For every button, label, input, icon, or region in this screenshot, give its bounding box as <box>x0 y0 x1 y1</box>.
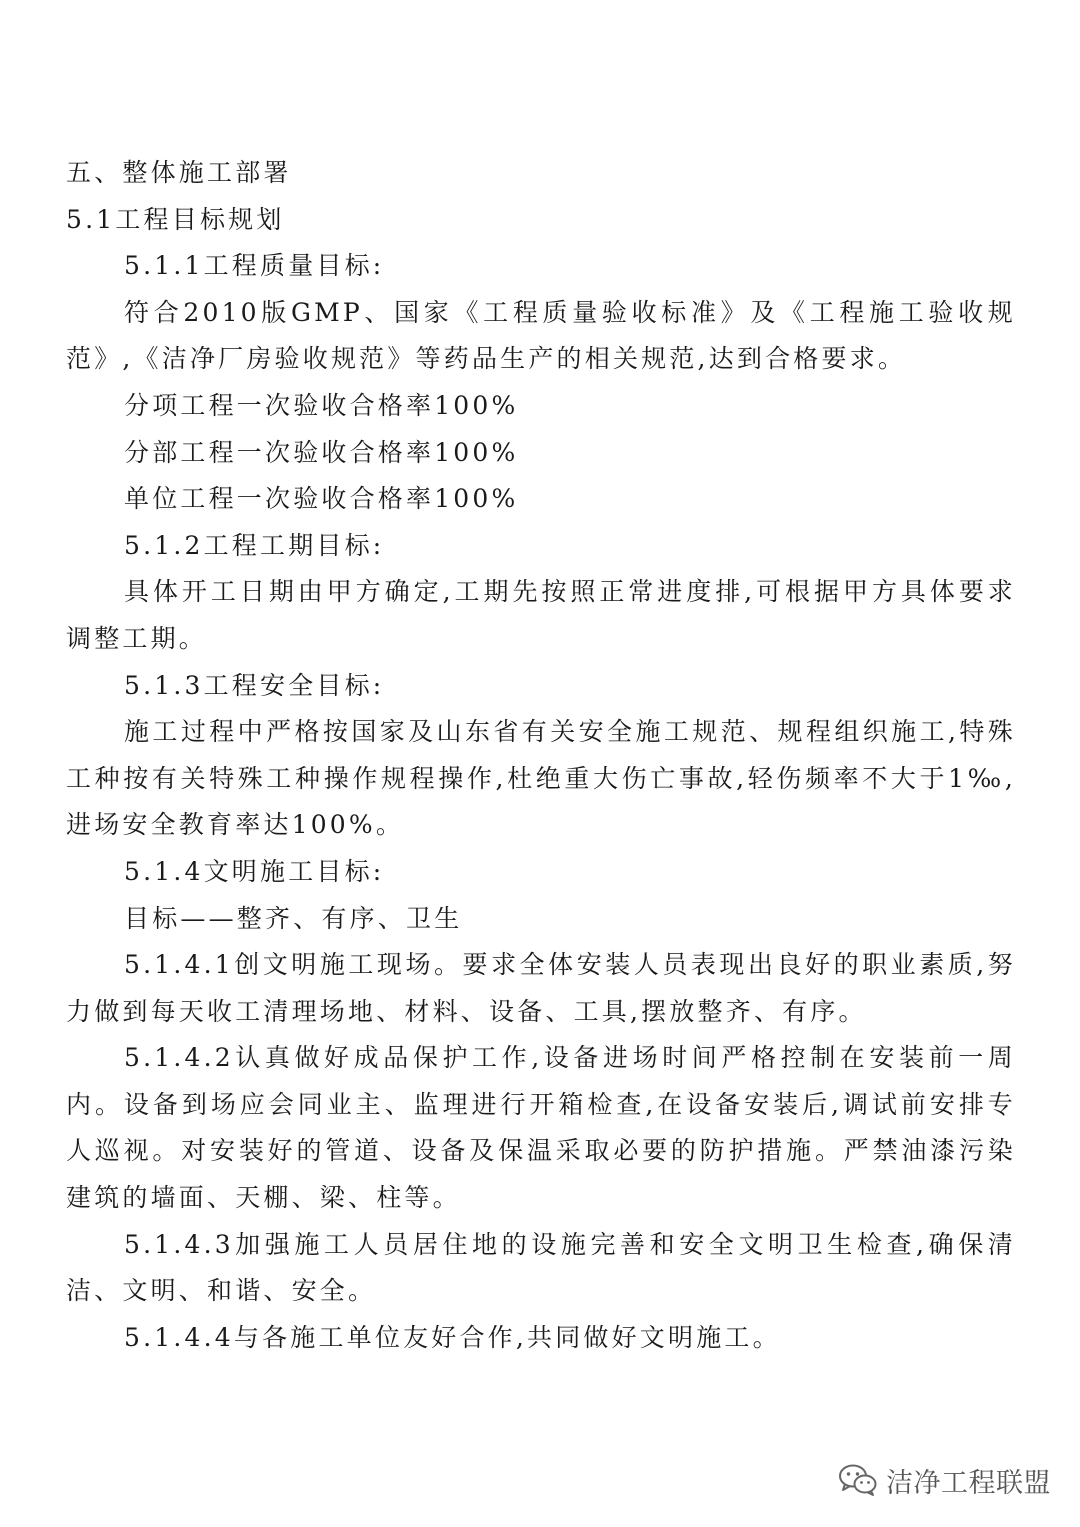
quality-goal-item: 分部工程一次验收合格率100% <box>124 437 519 467</box>
watermark <box>838 1458 1051 1502</box>
safety-goal-heading: 5.1.3工程安全目标: <box>124 670 385 700</box>
watermark-text: 洁净工程联盟 <box>886 1467 1051 1499</box>
safety-goal-paragraph: 施工过程中严格按国家及山东省有关安全施工规范、规程组织施工,特殊工种按有关特殊工种操作规程操作,杜绝重大伤亡事故,轻伤频率不大于1‰,进场安全教育率达100%。 <box>66 717 1016 840</box>
wechat-icon <box>838 1463 878 1497</box>
civilized-goal-target: 目标——整齐、有序、卫生 <box>124 903 463 933</box>
civilized-goal-paragraph-3: 5.1.4.3加强施工人员居住地的设施完善和安全文明卫生检查,确保清洁、文明、和谐、安全。 <box>66 1229 1016 1306</box>
quality-goal-paragraph: 符合2010版GMP、国家《工程质量验收标准》及《工程施工验收规范》,《洁净厂房验收规范》等药品生产的相关规范,达到合格要求。 <box>66 297 1016 374</box>
document-body <box>66 150 1016 1361</box>
subsection-title: 5.1工程目标规划 <box>66 204 285 234</box>
quality-goal-heading: 5.1.1工程质量目标: <box>124 251 385 281</box>
civilized-goal-heading: 5.1.4文明施工目标: <box>124 856 385 886</box>
quality-goal-item: 单位工程一次验收合格率100% <box>124 484 519 514</box>
quality-goal-item: 分项工程一次验收合格率100% <box>124 390 519 420</box>
schedule-goal-paragraph: 具体开工日期由甲方确定,工期先按照正常进度排,可根据甲方具体要求调整工期。 <box>66 577 1016 653</box>
civilized-goal-paragraph-1: 5.1.4.1创文明施工现场。要求全体安装人员表现出良好的职业素质,努力做到每天收工清理场地、材料、设备、工具,摆放整齐、有序。 <box>66 950 1016 1026</box>
civilized-goal-paragraph-2: 5.1.4.2认真做好成品保护工作,设备进场时间严格控制在安装前一周内。设备到场应会同业主、监理进行开箱检查,在设备安装后,调试前安排专人巡视。对安装好的管道、设备及保温采取必要的防护措施。严禁油漆污染建筑的墙面、天棚、梁、柱等。 <box>66 1043 1016 1213</box>
civilized-goal-paragraph-4: 5.1.4.4与各施工单位友好合作,共同做好文明施工。 <box>124 1322 781 1352</box>
schedule-goal-heading: 5.1.2工程工期目标: <box>124 530 385 560</box>
section-title: 五、整体施工部署 <box>66 158 292 187</box>
